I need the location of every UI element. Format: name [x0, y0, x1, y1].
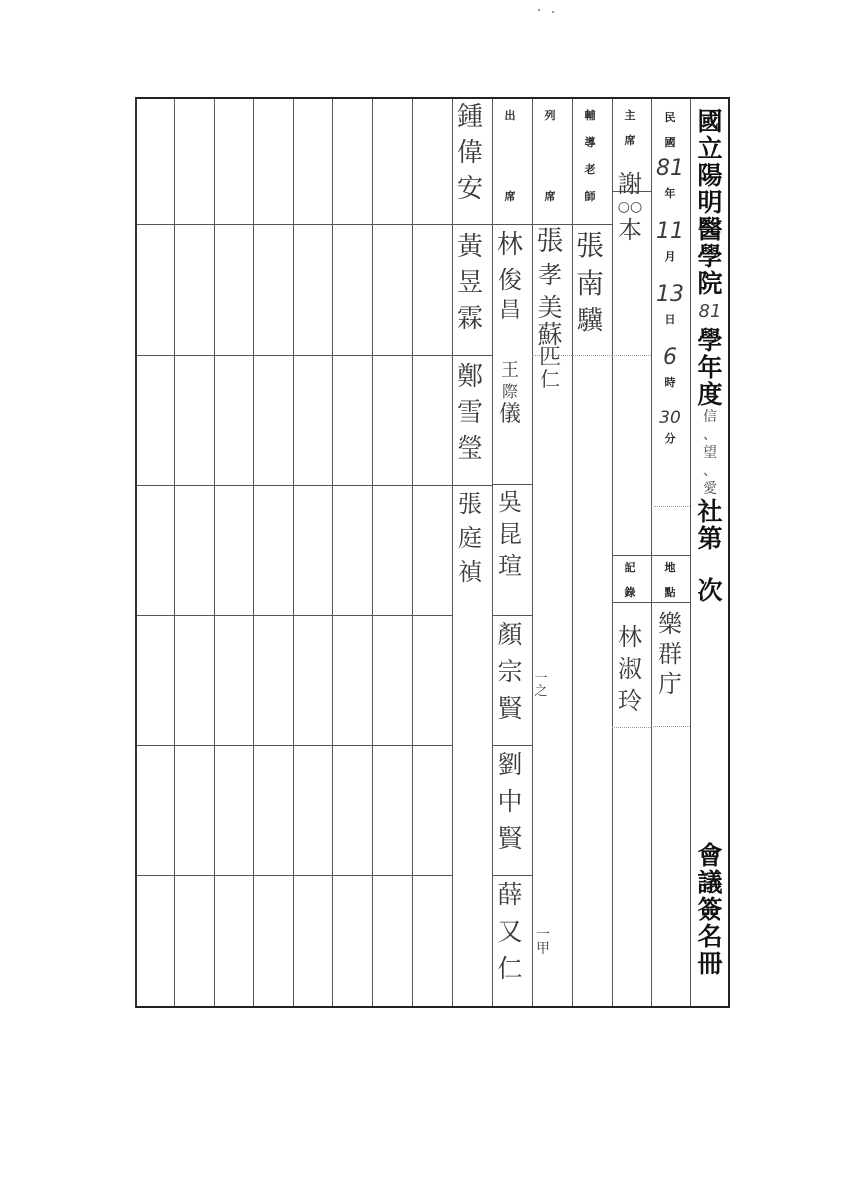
header-divider [492, 224, 612, 225]
recorder-label-char: 記 [624, 561, 636, 574]
recorder-label [610, 562, 650, 598]
attendee-name-char: 黃 [456, 232, 483, 262]
attendee-signature [490, 882, 530, 981]
chair-name-char: 謝 [618, 170, 642, 198]
row-divider [137, 745, 453, 746]
academic-year-value: 81 [698, 301, 722, 322]
attendee-name-char: 林 [496, 230, 523, 260]
dotted-divider [651, 506, 690, 507]
school-name-char: 立 [697, 134, 723, 163]
row-divider [492, 615, 532, 616]
advisor-value [570, 229, 610, 336]
hour-value: 6 [663, 345, 677, 370]
row-divider [452, 224, 492, 225]
scan-specks [0, 0, 848, 40]
row-divider [492, 484, 532, 485]
school-name-char: 國 [697, 107, 723, 136]
attendees-label-char: 出 [504, 109, 516, 122]
title-column [690, 108, 730, 604]
dotted-divider [651, 726, 690, 727]
attendee-name-char: 顏 [497, 620, 523, 649]
attendee-name-char: 薛 [497, 880, 523, 909]
attendee-signature [450, 104, 490, 202]
attendee-name-char: 安 [456, 174, 483, 204]
year-value: 81 [656, 156, 684, 181]
attendee-signature [490, 490, 530, 578]
attendee-name-char: 瑄 [498, 552, 522, 580]
chair-label [610, 110, 650, 146]
advisor-name-char: 張 [575, 229, 604, 262]
observer-name-char: 美 [537, 293, 563, 322]
era-label: 國 [664, 136, 676, 149]
advisor-name-char: 南 [575, 267, 604, 300]
attendee-name-char: 吳 [498, 488, 522, 516]
dotted-divider [572, 355, 612, 356]
academic-year-label: 度 [697, 380, 723, 409]
month-value: 11 [656, 219, 684, 244]
observers-label-char: 列 [544, 109, 556, 122]
attendee-name-char: 庭 [458, 524, 482, 552]
attendee-name-char: 鄭 [456, 362, 483, 392]
header-divider [612, 555, 690, 556]
location-label-char: 點 [664, 586, 676, 599]
advisor-label-char: 師 [584, 190, 596, 203]
attendees-label-char: 席 [504, 190, 516, 203]
school-name-char: 學 [697, 242, 723, 271]
form-name-char: 冊 [697, 949, 723, 978]
observer-name-char: 蘇 [537, 320, 563, 349]
recorder-value [610, 625, 650, 713]
attendee-signature [490, 232, 530, 322]
location-value-char: 樂 [658, 610, 682, 638]
attendee-name-char: 宗 [497, 657, 523, 686]
attendee-name-char: 俊 [498, 266, 522, 294]
academic-year-label: 學 [697, 326, 723, 355]
location-value [650, 612, 690, 696]
attendee-name-char: 鍾 [456, 102, 483, 132]
attendee-signature [450, 234, 490, 332]
club-suffix: 第 [697, 524, 723, 553]
attendee-signature [450, 364, 490, 462]
era-label: 民 [664, 111, 676, 124]
chair-name-char: ○○ [617, 199, 643, 215]
observers-label-char: 席 [544, 190, 556, 203]
attendee-name-char: 中 [497, 787, 523, 816]
attendee-name-char: 禎 [458, 558, 482, 586]
margin-note-text: 一之 [534, 671, 548, 699]
session-suffix: 次 [697, 576, 723, 605]
attendee-signature [490, 362, 530, 426]
form-name-char: 會 [697, 841, 723, 870]
attendee-signature [450, 492, 490, 584]
attendee-name-char: 雪 [456, 398, 483, 428]
club-name-handwritten: 信 [703, 409, 717, 425]
location-value-char: 群 [658, 640, 682, 668]
club-name-handwritten: 、 [703, 427, 717, 443]
column-divider [214, 99, 215, 1006]
location-label-char: 地 [664, 561, 676, 574]
hour-label: 時 [664, 376, 676, 389]
attendee-signature [490, 752, 530, 851]
observer-name-char: 孝 [538, 261, 562, 289]
day-label: 日 [664, 313, 676, 326]
date-time-column [650, 112, 690, 444]
club-name-handwritten: 望 [703, 445, 717, 461]
row-divider [137, 355, 453, 356]
column-divider [293, 99, 294, 1006]
school-name-char: 陽 [697, 161, 723, 190]
row-divider [492, 875, 532, 876]
speck [538, 9, 540, 11]
attendees-label [490, 110, 530, 202]
observers-label [530, 110, 570, 202]
advisor-label-char: 老 [584, 163, 596, 176]
attendee-name-char: 賢 [497, 694, 523, 723]
club-name-handwritten: 、 [703, 463, 717, 479]
margin-note [532, 928, 554, 956]
speck [552, 11, 554, 13]
month-label: 月 [664, 250, 676, 263]
column-divider [372, 99, 373, 1006]
advisor-label-char: 導 [584, 136, 596, 149]
column-divider [332, 99, 333, 1006]
attendee-name-char: 偉 [456, 138, 483, 168]
row-divider [137, 485, 453, 486]
recorder-name-char: 淑 [618, 655, 642, 683]
form-name [690, 842, 730, 977]
row-divider [452, 355, 492, 356]
chair-label-char: 主 [624, 109, 636, 122]
margin-note [530, 672, 552, 698]
attendee-name-char: 瑩 [456, 434, 483, 464]
row-divider [492, 745, 532, 746]
column-divider [174, 99, 175, 1006]
attendee-name-char: 昱 [456, 268, 483, 298]
minute-label: 分 [664, 432, 676, 445]
chair-label-char: 席 [624, 134, 636, 147]
school-name-char: 明 [697, 188, 723, 217]
academic-year-label: 年 [697, 353, 723, 382]
dotted-divider [612, 355, 651, 356]
attendee-name-char: 張 [458, 490, 482, 518]
observers-value [530, 228, 570, 389]
row-divider [137, 224, 453, 225]
attendee-name-char: 仁 [497, 954, 523, 983]
header-divider [612, 602, 690, 603]
form-name-char: 名 [697, 922, 723, 951]
location-value-char: 庁 [658, 670, 682, 698]
dotted-divider [612, 727, 651, 728]
chair-name-char: 本 [618, 216, 642, 244]
attendee-name-char: 劉 [497, 750, 523, 779]
row-divider [137, 875, 453, 876]
attendee-name-char: 王 [501, 360, 519, 381]
column-divider [253, 99, 254, 1006]
observer-name-char: 張 [536, 226, 564, 257]
recorder-name-char: 玲 [618, 687, 642, 715]
observer-name-char: 匹 [538, 345, 561, 370]
attendee-name-char: 霖 [456, 304, 483, 334]
row-divider [452, 485, 492, 486]
attendee-name-char: 又 [497, 917, 523, 946]
observer-name-char: 仁 [540, 367, 560, 391]
school-name-char: 醫 [697, 215, 723, 244]
recorder-label-char: 錄 [624, 586, 636, 599]
attendee-name-char: 際 [501, 382, 518, 401]
attendee-name-char: 儀 [498, 402, 521, 427]
margin-note-text: 一甲 [536, 927, 550, 957]
year-label: 年 [664, 187, 676, 200]
club-suffix: 社 [697, 497, 723, 526]
minute-value: 30 [659, 408, 681, 428]
recorder-name-char: 林 [618, 623, 642, 651]
advisor-name-char: 驥 [576, 306, 603, 336]
chair-value [610, 172, 650, 242]
club-name-handwritten: 愛 [703, 481, 717, 497]
form-name-char: 議 [697, 868, 723, 897]
location-label [650, 562, 690, 598]
attendee-signature [490, 622, 530, 721]
attendee-name-char: 昆 [498, 520, 522, 548]
attendee-name-char: 昌 [498, 298, 521, 323]
day-value: 13 [656, 282, 684, 307]
form-name-char: 簽 [697, 895, 723, 924]
attendee-name-char: 賢 [497, 824, 523, 853]
advisor-label [570, 110, 610, 202]
advisor-label-char: 輔 [584, 109, 596, 122]
column-divider [412, 99, 413, 1006]
school-name-char: 院 [697, 269, 723, 298]
row-divider [137, 615, 453, 616]
